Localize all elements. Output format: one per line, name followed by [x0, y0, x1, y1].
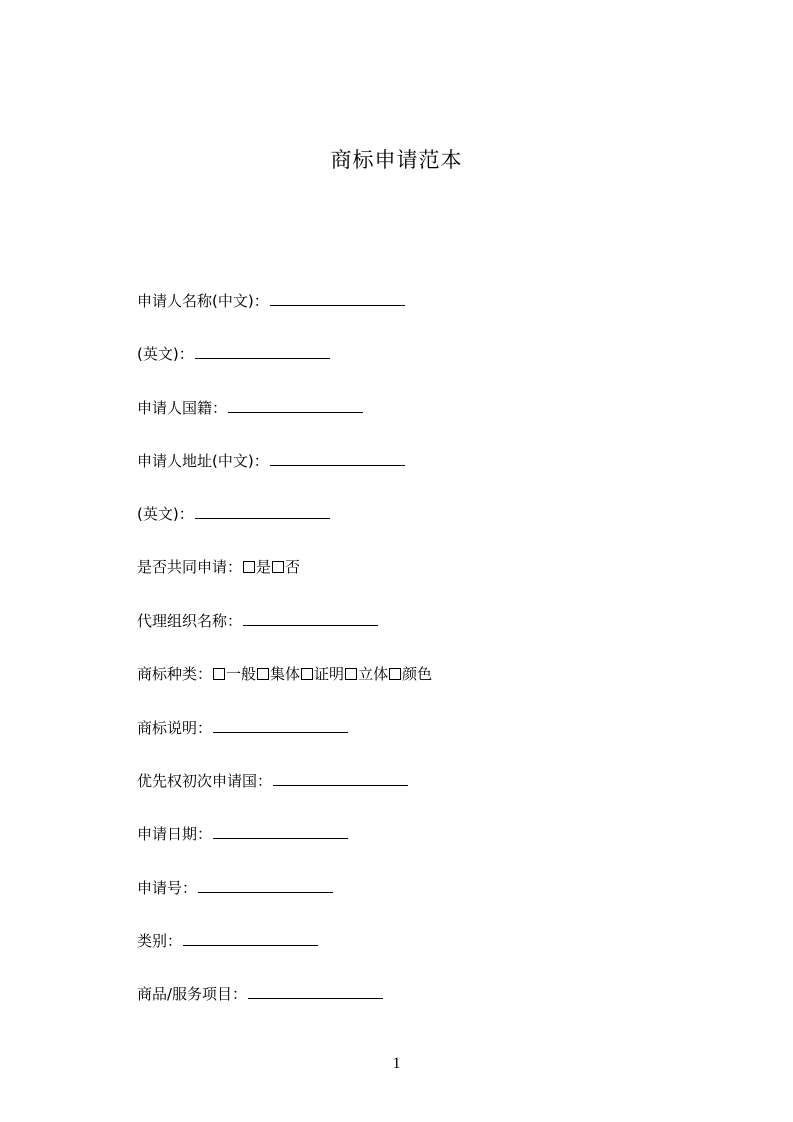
field-application-date	[137, 823, 348, 845]
field-label: 商品/服务项目：	[137, 985, 248, 1003]
option-general[interactable]	[212, 665, 256, 683]
option-label: 否	[285, 558, 301, 576]
field-label: 是否共同申请：	[137, 558, 243, 576]
field-label: 申请日期：	[137, 825, 213, 843]
field-label: 优先权初次申请国：	[137, 772, 273, 790]
option-label: 集体	[270, 665, 301, 683]
option-label: 颜色	[402, 665, 433, 683]
field-goods-services	[137, 983, 383, 1005]
blank-line[interactable]	[228, 398, 363, 413]
field-joint-application	[137, 556, 300, 578]
field-class	[137, 930, 318, 952]
field-label: 申请号：	[137, 879, 198, 897]
field-label: (英文)：	[137, 345, 194, 363]
field-agency-name	[137, 610, 378, 632]
field-label: 商标种类：	[137, 665, 213, 683]
option-three-dimensional[interactable]	[344, 665, 388, 683]
option-no[interactable]	[271, 558, 300, 576]
checkbox[interactable]	[272, 561, 284, 573]
checkbox[interactable]	[389, 668, 401, 680]
field-label: 申请人地址(中文)：	[137, 452, 269, 470]
field-trademark-description	[137, 717, 348, 739]
blank-line[interactable]	[213, 824, 348, 839]
blank-line[interactable]	[270, 451, 405, 466]
blank-line[interactable]	[243, 611, 378, 626]
field-label: (英文)：	[137, 505, 194, 523]
field-applicant-nationality	[137, 397, 363, 419]
field-trademark-type	[137, 663, 432, 685]
field-applicant-address-cn	[137, 450, 405, 472]
option-label: 是	[256, 558, 272, 576]
option-label: 证明	[314, 665, 345, 683]
blank-line[interactable]	[270, 291, 405, 306]
field-priority-country	[137, 770, 408, 792]
page-number: 1	[392, 1055, 401, 1072]
checkbox[interactable]	[213, 668, 225, 680]
blank-line[interactable]	[273, 771, 408, 786]
checkbox[interactable]	[345, 668, 357, 680]
checkbox[interactable]	[257, 668, 269, 680]
document-title: 商标申请范本	[330, 148, 463, 172]
checkbox[interactable]	[301, 668, 313, 680]
field-label: 申请人国籍：	[137, 399, 228, 417]
field-label: 类别：	[137, 932, 183, 950]
option-collective[interactable]	[256, 665, 300, 683]
option-color[interactable]	[388, 665, 432, 683]
blank-line[interactable]	[248, 984, 383, 999]
blank-line[interactable]	[198, 878, 333, 893]
blank-line[interactable]	[195, 344, 330, 359]
field-application-number	[137, 877, 333, 899]
option-label: 立体	[358, 665, 389, 683]
field-applicant-address-en	[137, 503, 330, 525]
checkbox[interactable]	[243, 561, 255, 573]
blank-line[interactable]	[183, 931, 318, 946]
field-applicant-name-cn	[137, 290, 405, 312]
field-label: 代理组织名称：	[137, 612, 243, 630]
option-yes[interactable]	[242, 558, 271, 576]
field-label: 申请人名称(中文)：	[137, 292, 269, 310]
field-label: 商标说明：	[137, 719, 213, 737]
blank-line[interactable]	[213, 718, 348, 733]
option-label: 一般	[226, 665, 257, 683]
blank-line[interactable]	[195, 504, 330, 519]
option-certification[interactable]	[300, 665, 344, 683]
field-applicant-name-en	[137, 343, 330, 365]
